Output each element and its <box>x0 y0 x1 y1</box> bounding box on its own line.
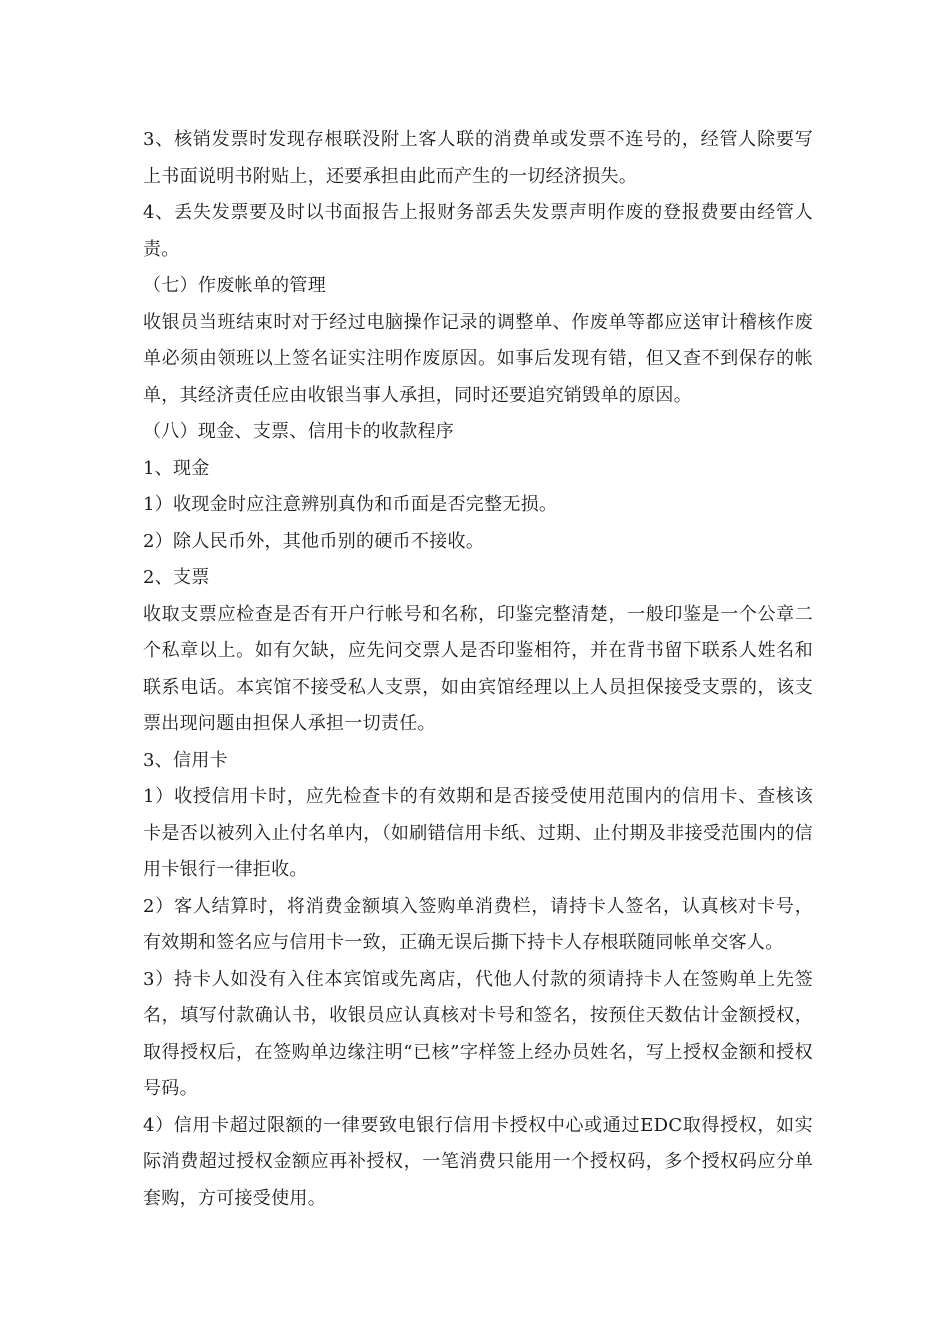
paragraph-cheque: 收取支票应检查是否有开户行帐号和名称，印鉴完整清楚，一般印鉴是一个公章二个私章以上。如有欠缺，应先问交票人是否印鉴相符，并在背书留下联系人姓名和联系电话。本宾馆不接受私人支票，如由宾馆经理以上人员担保接受支票的，该支票出现问题由担保人承担一切责任。 <box>143 603 813 734</box>
list-item-card-4: 4）信用卡超过限额的一律要致电银行信用卡授权中心或通过EDC取得授权，如实际消费超过授权金额应再补授权，一笔消费只能用一个授权码，多个授权码应分单套购，方可接受使用。 <box>143 1114 813 1209</box>
list-item-cash-1: 1）收现金时应注意辨别真伪和币面是否完整无损。 <box>143 494 558 515</box>
list-item-cash-2: 2）除人民币外，其他币别的硬币不接收。 <box>143 530 485 552</box>
section-heading-void-bills: （七）作废帐单的管理 <box>143 275 326 296</box>
subheading-cash: 1、现金 <box>143 457 210 479</box>
paragraph-void-bills: 收银员当班结束时对于经过电脑操作记录的调整单、作废单等都应送审计稽核作废单必须由领班以上签名证实注明作废原因。如事后发现有错，但又查不到保存的帐单，其经济责任应由收银当事人承担，同时还要追究销毁单的原因。 <box>143 311 813 406</box>
document-body <box>143 122 813 1217</box>
section-heading-payment-procedure: （八）现金、支票、信用卡的收款程序 <box>143 421 455 442</box>
paragraph-invoice-verification: 3、核销发票时发现存根联没附上客人联的消费单或发票不连号的，经管人除要写上书面说明书附贴上，还要承担由此而产生的一切经济损失。 <box>143 129 813 187</box>
list-item-card-1: 1）收授信用卡时，应先检查卡的有效期和是否接受使用范围内的信用卡、查核该卡是否以被列入止付名单内，（如刷错信用卡纸、过期、止付期及非接受范围内的信用卡银行一律拒收。 <box>143 786 813 880</box>
list-item-card-3: 3）持卡人如没有入住本宾馆或先离店，代他人付款的须请持卡人在签购单上先签名，填写付款确认书，收银员应认真核对卡号和签名，按预住天数估计金额授权，取得授权后，在签购单边缘注明“已核”字样签上经办员姓名，写上授权金额和授权号码。 <box>143 968 813 1099</box>
subheading-credit-card: 3、信用卡 <box>143 749 228 771</box>
subheading-cheque: 2、支票 <box>143 567 210 588</box>
paragraph-lost-invoice: 4、丢失发票要及时以书面报告上报财务部丢失发票声明作废的登报费要由经管人责。 <box>143 202 813 260</box>
list-item-card-2: 2）客人结算时，将消费金额填入签购单消费栏，请持卡人签名，认真核对卡号，有效期和签名应与信用卡一致，正确无误后撕下持卡人存根联随同帐单交客人。 <box>143 895 813 953</box>
